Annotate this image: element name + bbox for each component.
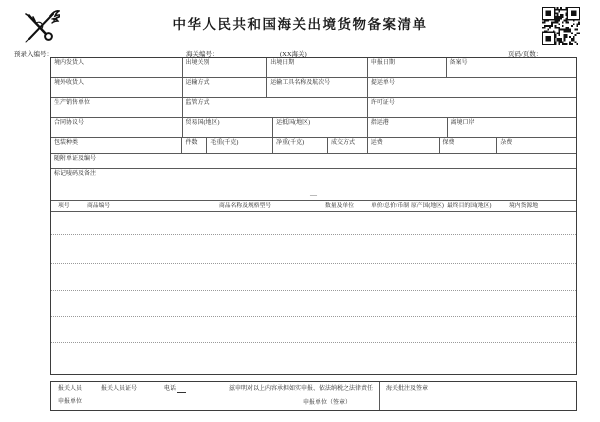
field-gross-weight: 毛重(千克) bbox=[207, 138, 273, 153]
phone-label: 电话 bbox=[164, 386, 177, 392]
field-declare-date: 申报日期 bbox=[368, 58, 447, 77]
field-transport-name: 运输工具名称及航次号 bbox=[267, 78, 368, 97]
declarant-id-label: 报关人员证号 bbox=[101, 386, 138, 392]
form-title: 中华人民共和国海关出境货物备案清单 bbox=[172, 17, 428, 32]
phone-fill-line bbox=[177, 392, 186, 393]
form-row-6 bbox=[51, 154, 576, 169]
field-bill-no: 提运单号 bbox=[370, 80, 395, 86]
field-transaction-mode: 成交方式 bbox=[328, 138, 368, 153]
col-item-no: 项号 bbox=[58, 203, 70, 209]
declarant-label: 报关人员 bbox=[58, 386, 83, 392]
field-consignee: 境外收货人 bbox=[51, 78, 183, 97]
field-exit-customs: 出境关别 bbox=[183, 58, 268, 77]
goods-row-divider bbox=[51, 263, 576, 264]
form-row-7 bbox=[51, 169, 576, 200]
qr-code-icon bbox=[542, 7, 580, 45]
declaration-statement: 兹申明对以上内容承担如实申报、依法纳税之法律责任 bbox=[229, 386, 374, 392]
goods-table-body bbox=[51, 212, 576, 375]
customs-number-label: 海关编号： bbox=[186, 51, 219, 58]
field-license-no: 许可证号 bbox=[370, 100, 395, 106]
form-row-5 bbox=[51, 138, 576, 154]
field-exit-gate: 离境口岸 bbox=[450, 120, 475, 126]
field-consignor: 境内发货人 bbox=[51, 58, 183, 77]
field-transport-mode: 运输方式 bbox=[183, 78, 268, 97]
col-domestic-source: 境内货源地 bbox=[509, 203, 538, 209]
declaration-footer bbox=[50, 381, 577, 411]
pre-entry-number-label: 预录入编号： bbox=[14, 51, 53, 58]
field-misc-fee: 杂费 bbox=[500, 140, 513, 146]
field-record-no: 备案号 bbox=[449, 60, 468, 66]
field-documents: 随附单证及编号 bbox=[54, 156, 97, 162]
page-number-label: 页码/页数： bbox=[508, 51, 543, 58]
field-insurance: 保费 bbox=[440, 138, 498, 153]
goods-row-divider bbox=[51, 316, 576, 317]
field-destination-port: 指运港 bbox=[368, 118, 448, 137]
continuation-dash: — bbox=[310, 191, 317, 199]
field-supervision-mode: 监管方式 bbox=[183, 98, 368, 117]
goods-table-header bbox=[51, 200, 576, 212]
col-origin-country: 原产国(地区) bbox=[411, 203, 444, 209]
field-arrival-country: 运抵国(地区) bbox=[273, 118, 368, 137]
field-freight: 运费 bbox=[368, 138, 440, 153]
col-unit-total-price-currency: 单价/总价/币制 bbox=[371, 203, 410, 209]
declare-unit-label: 申报单位 bbox=[58, 399, 83, 405]
col-commodity-code: 商品编号 bbox=[87, 203, 111, 209]
field-pieces: 件数 bbox=[182, 138, 207, 153]
goods-row-divider bbox=[51, 234, 576, 235]
declare-unit-seal-label: 申报单位（签章） bbox=[303, 400, 352, 406]
form-row-2 bbox=[51, 78, 576, 98]
field-exit-date: 出境日期 bbox=[267, 58, 368, 77]
col-quantity-unit: 数量及单位 bbox=[325, 203, 354, 209]
field-producer: 生产销售单位 bbox=[51, 98, 183, 117]
goods-row-divider bbox=[51, 342, 576, 343]
col-final-destination-country: 最终目的国(地区) bbox=[447, 203, 492, 209]
form-row-3 bbox=[51, 98, 576, 118]
form-row-4 bbox=[51, 118, 576, 138]
goods-row-divider bbox=[51, 290, 576, 291]
form-row-1 bbox=[51, 58, 576, 78]
main-form-table bbox=[50, 57, 577, 375]
col-commodity-name-spec: 商品名称及规格型号 bbox=[219, 203, 272, 209]
field-net-weight: 净重(千克) bbox=[273, 138, 328, 153]
field-trade-country: 贸易国(地区) bbox=[183, 118, 274, 137]
footer-divider bbox=[379, 382, 380, 410]
field-contract-no: 合同协议号 bbox=[51, 118, 183, 137]
field-marks-remarks: 标记唛码及备注 bbox=[54, 171, 97, 177]
customs-note-label: 海关批注及签章 bbox=[386, 386, 429, 392]
field-package-type: 包装种类 bbox=[51, 138, 182, 153]
customs-office-label: (XX海关) bbox=[280, 51, 307, 58]
